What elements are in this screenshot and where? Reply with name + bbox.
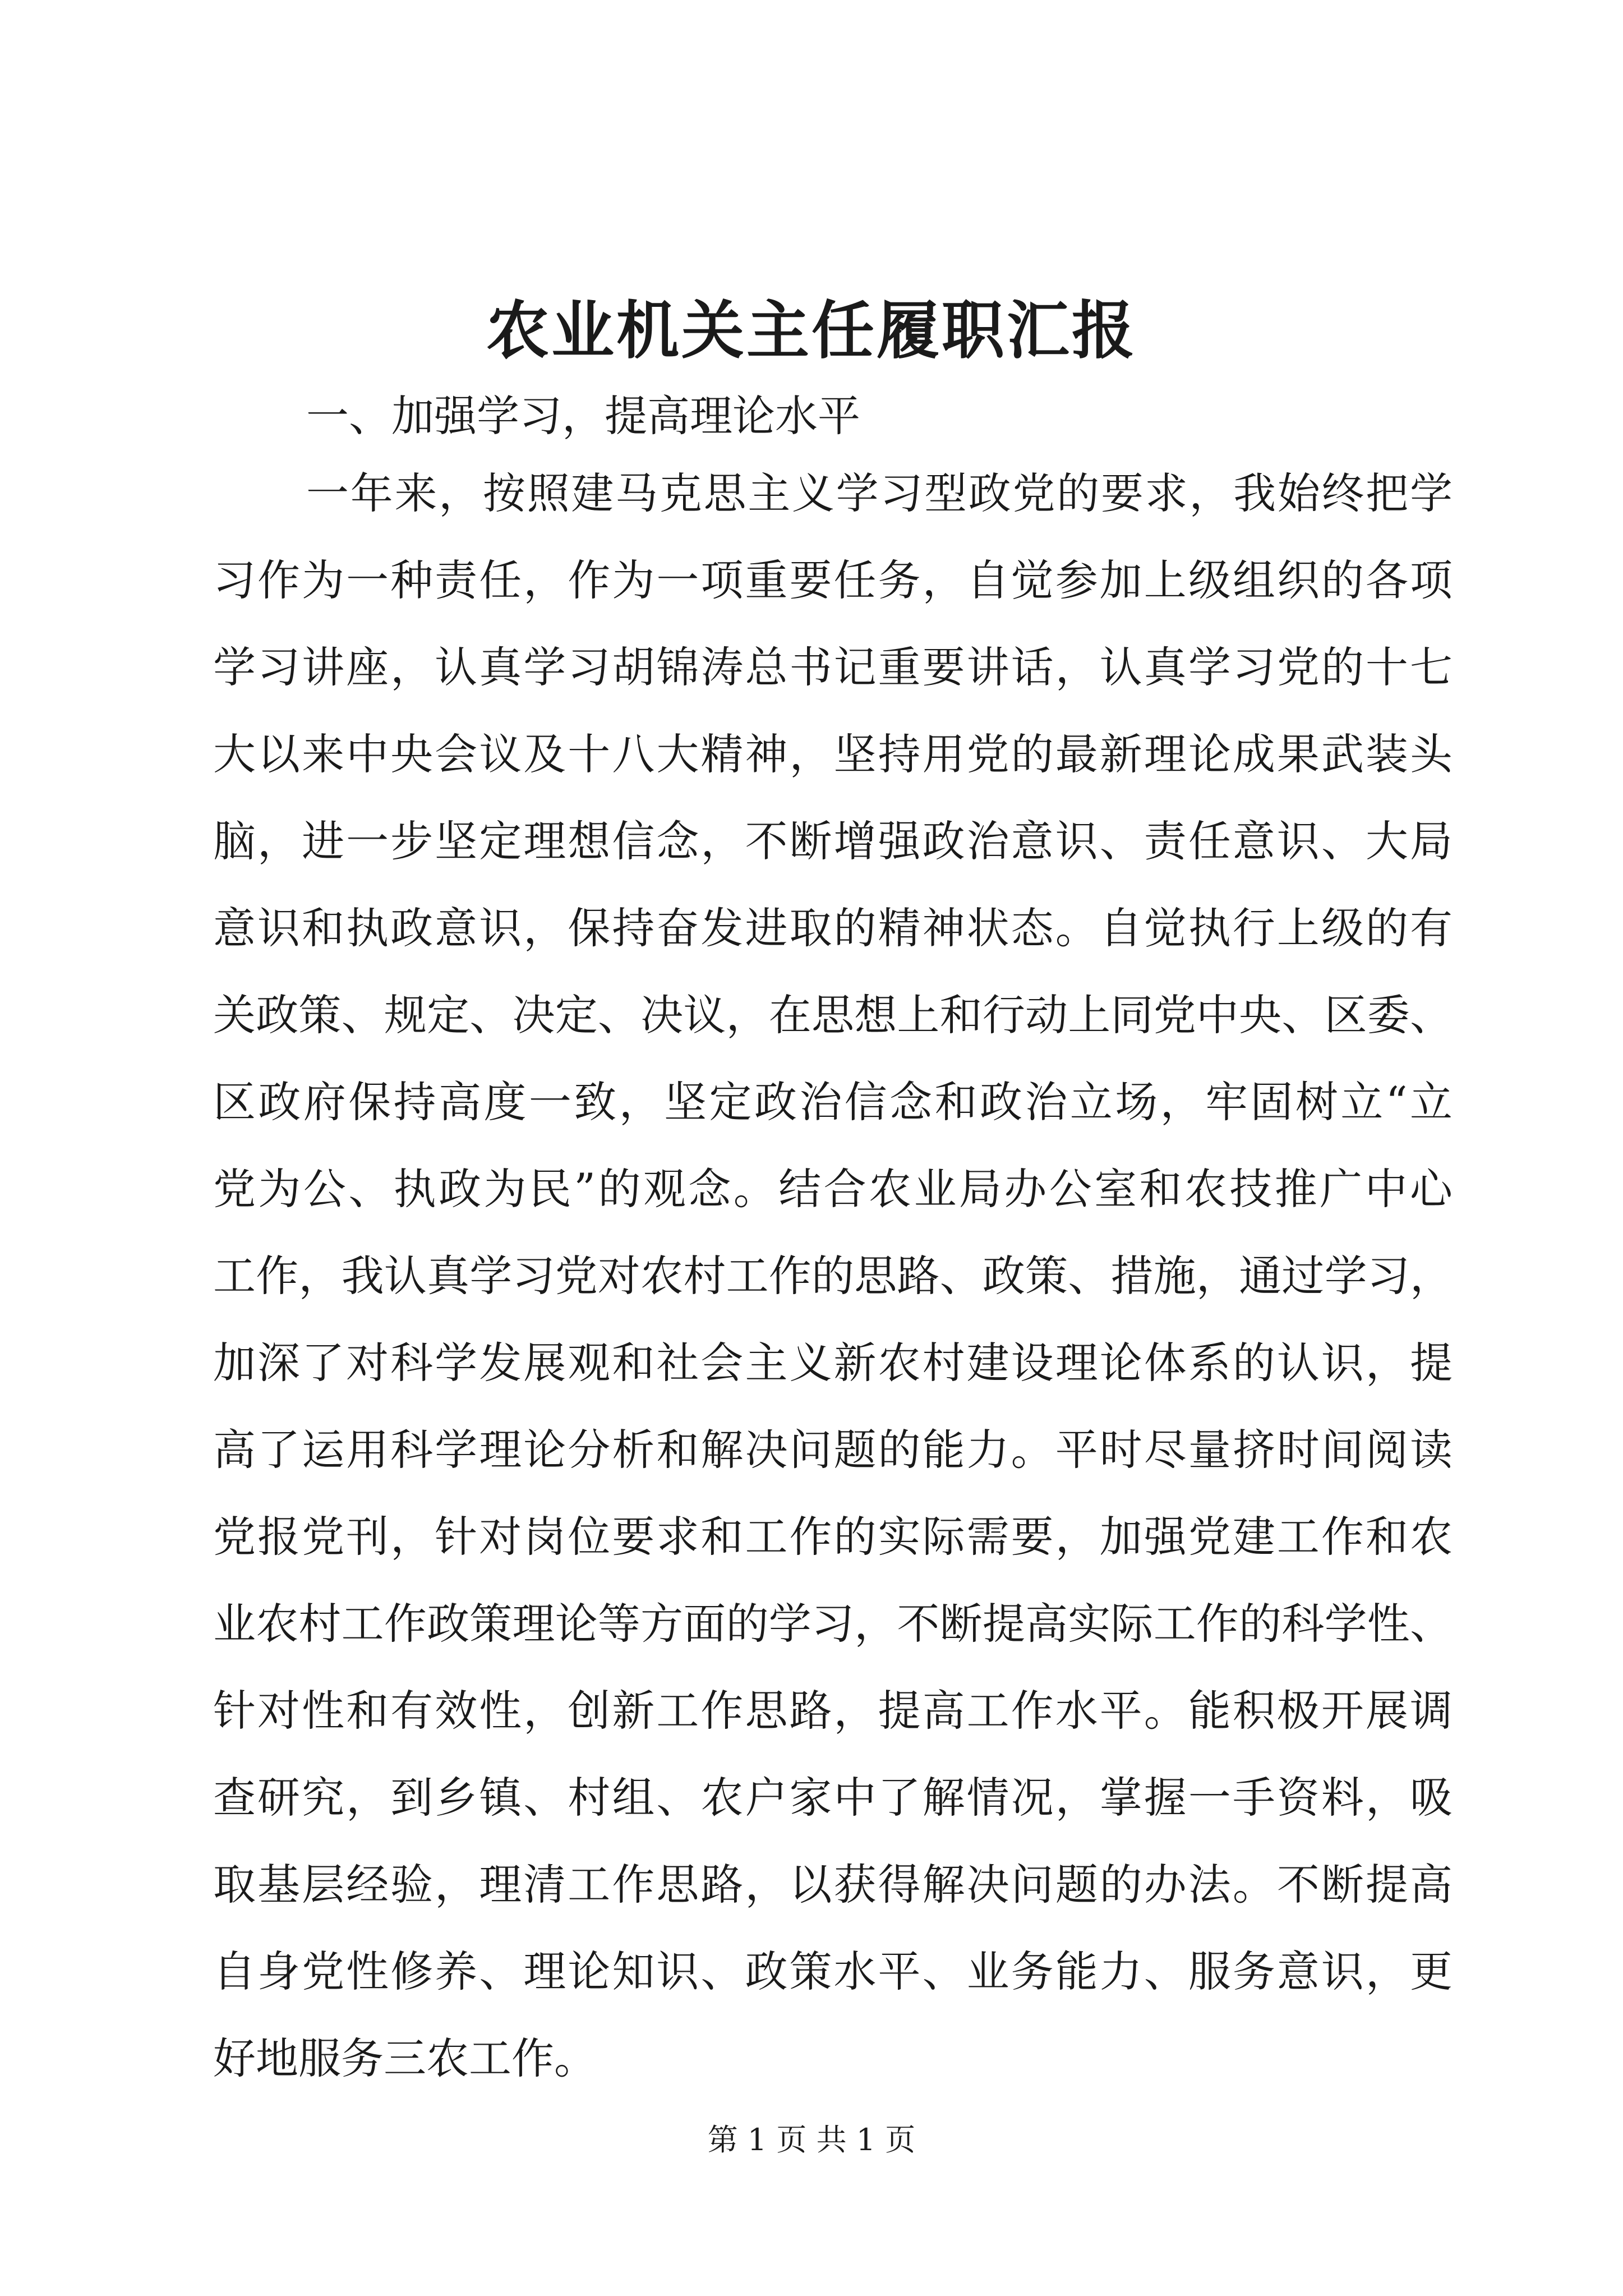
paragraph-line: 高了运用科学理论分析和解决问题的能力。平时尽量挤时间阅读 (213, 1425, 1453, 1475)
document-title: 农业机关主任履职汇报 (486, 294, 1137, 367)
paragraph-line: 查研究，到乡镇、村组、农户家中了解情况，掌握一手资料，吸 (213, 1773, 1453, 1823)
page-number: 第 1 页 共 1 页 (707, 2122, 916, 2157)
paragraph-line: 脑，进一步坚定理想信念，不断增强政治意识、责任意识、大局 (213, 816, 1453, 866)
paragraph-line: 工作，我认真学习党对农村工作的思路、政策、措施，通过学习， (213, 1251, 1453, 1301)
paragraph-line: 一年来，按照建马克思主义学习型政党的要求，我始终把学 (306, 468, 1453, 518)
paragraph-line: 自身党性修养、理论知识、政策水平、业务能力、服务意识，更 (213, 1947, 1453, 1996)
paragraph-line: 针对性和有效性，创新工作思路，提高工作水平。能积极开展调 (213, 1686, 1453, 1736)
paragraph-line: 大以来中央会议及十八大精神，坚持用党的最新理论成果武装头 (213, 729, 1453, 779)
section-heading: 一、加强学习，提高理论水平 (306, 391, 860, 441)
paragraph-line: 加深了对科学发展观和社会主义新农村建设理论体系的认识，提 (213, 1338, 1453, 1388)
paragraph-line: 取基层经验，理清工作思路，以获得解决问题的办法。不断提高 (213, 1860, 1453, 1910)
paragraph-line: 关政策、规定、决定、决议，在思想上和行动上同党中央、区委、 (213, 990, 1453, 1040)
paragraph-line: 业农村工作政策理论等方面的学习，不断提高实际工作的科学性、 (213, 1599, 1453, 1649)
paragraph-line: 党为公、执政为民”的观念。结合农业局办公室和农技推广中心 (213, 1164, 1453, 1214)
paragraph-line: 党报党刊，针对岗位要求和工作的实际需要，加强党建工作和农 (213, 1512, 1453, 1562)
paragraph-line: 学习讲座，认真学习胡锦涛总书记重要讲话，认真学习党的十七 (213, 642, 1453, 692)
paragraph-line: 意识和执政意识，保持奋发进取的精神状态。自觉执行上级的有 (213, 903, 1453, 953)
paragraph-line: 习作为一种责任，作为一项重要任务，自觉参加上级组织的各项 (213, 555, 1453, 605)
paragraph-line: 好地服务三农工作。 (213, 2033, 597, 2083)
paragraph-line: 区政府保持高度一致，坚定政治信念和政治立场，牢固树立“立 (213, 1077, 1453, 1127)
